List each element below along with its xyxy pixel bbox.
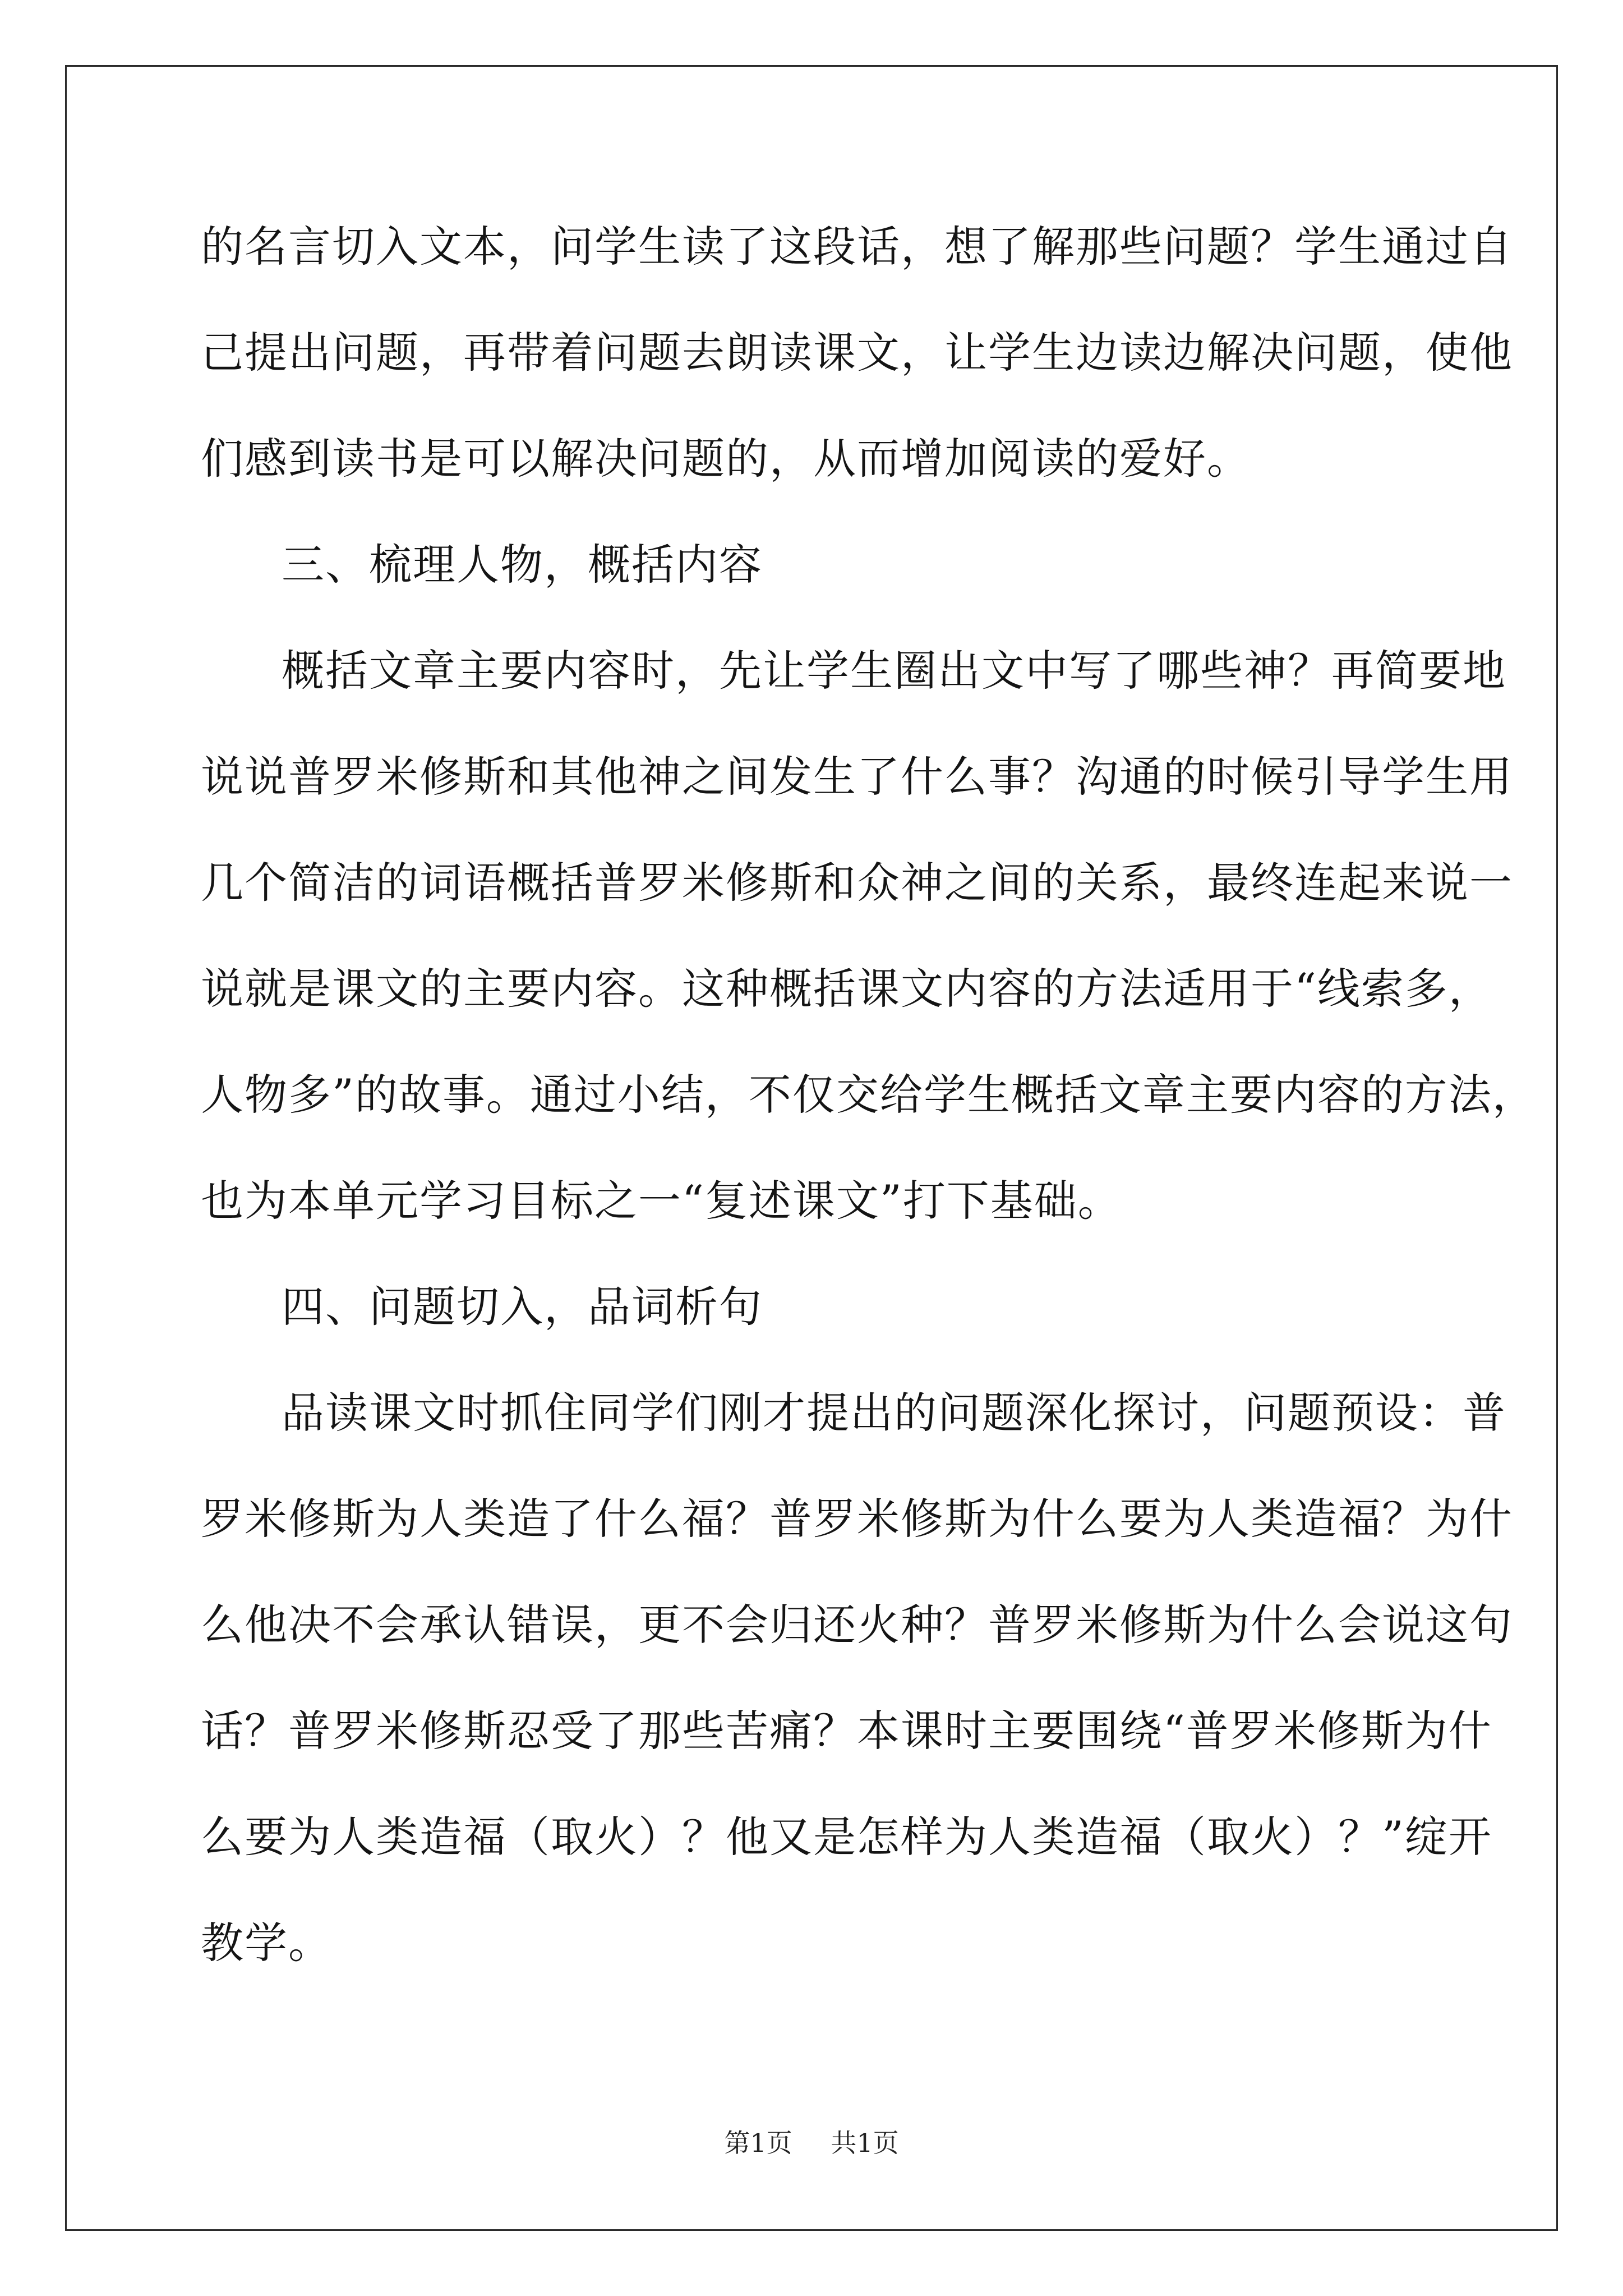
text-line: 品读课文时抓住同学们刚才提出的问题深化探讨，问题预设：普 — [282, 1388, 1506, 1438]
text-line: 也为本单元学习目标之一“复述课文”打下基础。 — [201, 1176, 1122, 1226]
text-line: 教学。 — [201, 1918, 332, 1968]
document-body — [201, 219, 1536, 2021]
page-total: 共1页 — [831, 2128, 899, 2158]
text-line: 人物多”的故事。通过小结，不仅交给学生概括文章主要内容的方法， — [201, 1070, 1536, 1120]
text-line: 话？普罗米修斯忍受了那些苦痛？本课时主要围绕“普罗米修斯为什 — [201, 1706, 1492, 1756]
text-line: 的名言切入文本，问学生读了这段话，想了解那些问题？学生通过自 — [201, 222, 1513, 272]
text-line: 说说普罗米修斯和其他神之间发生了什么事？沟通的时候引导学生用 — [201, 752, 1513, 802]
page-number: 第1页 — [724, 2128, 792, 2158]
section-heading: 三、梳理人物，概括内容 — [282, 540, 763, 590]
page-footer — [0, 2126, 1623, 2160]
text-line: 么他决不会承认错误，更不会归还火种？普罗米修斯为什么会说这句 — [201, 1600, 1513, 1650]
text-line: 罗米修斯为人类造了什么福？普罗米修斯为什么要为人类造福？为什 — [201, 1494, 1513, 1544]
text-line: 几个简洁的词语概括普罗米修斯和众神之间的关系，最终连起来说一 — [201, 858, 1513, 908]
text-line: 己提出问题，再带着问题去朗读课文，让学生边读边解决问题，使他 — [201, 328, 1513, 378]
text-line: 概括文章主要内容时，先让学生圈出文中写了哪些神？再简要地 — [282, 646, 1506, 696]
section-heading: 四、问题切入，品词析句 — [282, 1282, 763, 1332]
text-line: 么要为人类造福（取火）？他又是怎样为人类造福（取火）？”绽开 — [201, 1812, 1492, 1862]
text-line: 说就是课文的主要内容。这种概括课文内容的方法适用于“线索多， — [201, 964, 1492, 1014]
text-line: 们感到读书是可以解决问题的，从而增加阅读的爱好。 — [201, 434, 1251, 484]
